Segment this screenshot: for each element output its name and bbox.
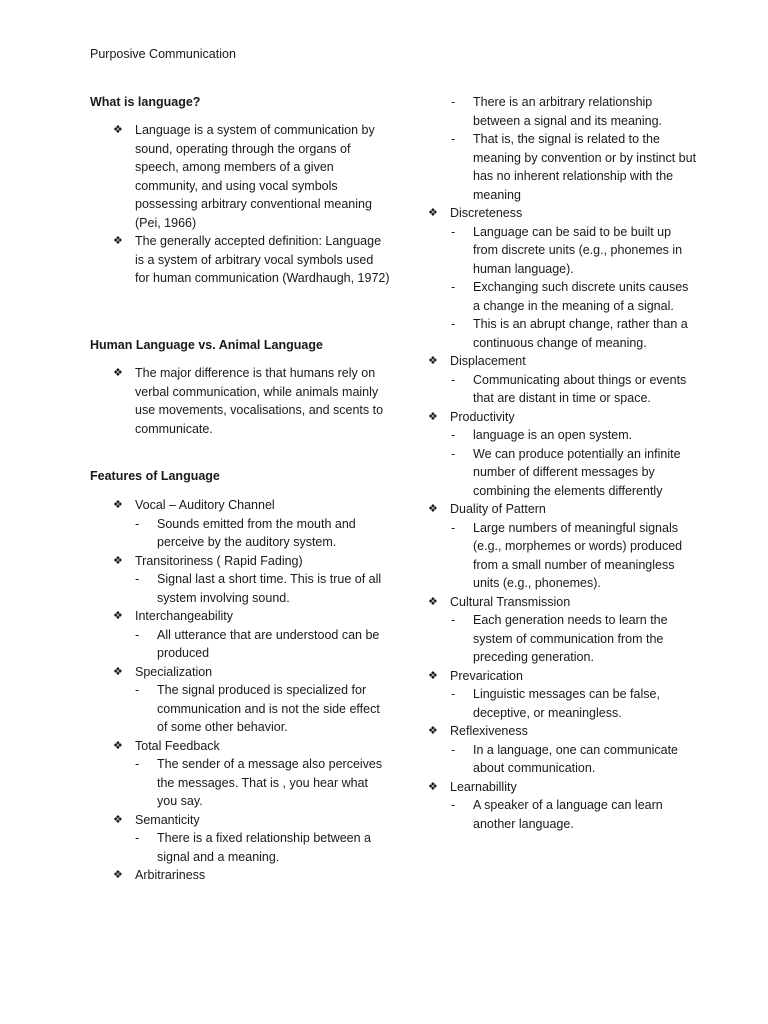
dash-marker: -	[135, 757, 140, 771]
diamond-bullet-icon: ❖	[428, 780, 438, 793]
sub-item: - Large numbers of meaningful signals (e.g., morphemes or words) produced from a small number of meaningless units (e.g., phonemes).	[451, 520, 683, 590]
sub-item: - There is a fixed relationship between a signal and a meaning.	[135, 831, 372, 864]
list-item: ❖ The generally accepted definition: Language is a system of arbitrary vocal symbols used for human communication (Wardhaugh, 1972)	[113, 234, 390, 285]
dash-marker: -	[451, 798, 456, 812]
sub-item: - There is an arbitrary relationship between a signal and its meaning.	[451, 95, 663, 128]
feature-item: ❖ Prevarication	[428, 667, 698, 686]
sub-item: - All utterance that are understood can be produced	[135, 627, 380, 660]
dash-marker: -	[451, 372, 456, 387]
sub-item: - This is an abrupt change, rather than a continuous change of meaning.	[451, 317, 688, 350]
list-item: ❖ Language is a system of communication by sound, operating through the organs of speech, among members of a given community, and using vocal symbols possessing arbitrary conventional meaning (Pei, 1966)	[113, 123, 375, 230]
feature-item: ❖ Vocal – Auditory Channel	[113, 496, 390, 515]
diamond-bullet-icon: ❖	[428, 207, 438, 219]
dash-marker: -	[451, 317, 456, 331]
dash-marker: -	[451, 446, 456, 461]
heading-human-vs-animal: Human Language vs. Animal Language	[90, 338, 323, 352]
dash-marker: -	[451, 742, 456, 757]
sub-item: - Linguistic messages can be false, deceptive, or meaningless.	[451, 687, 660, 720]
dash-marker: -	[451, 520, 456, 535]
sub-item: - Each generation needs to learn the system of communication from the preceding generation.	[451, 613, 668, 664]
feature-item: ❖ Interchangeability	[113, 607, 390, 626]
dash-marker: -	[451, 132, 456, 146]
diamond-bullet-icon: ❖	[113, 739, 123, 752]
features-list-left	[90, 496, 390, 885]
diamond-bullet-icon: ❖	[113, 235, 123, 247]
diamond-bullet-icon: ❖	[113, 610, 123, 622]
dash-marker: -	[451, 224, 456, 239]
feature-item: ❖ Duality of Pattern	[428, 500, 698, 519]
heading-features: Features of Language	[90, 469, 220, 483]
feature-item: ❖ Transitoriness ( Rapid Fading)	[113, 552, 390, 571]
dash-marker: -	[451, 280, 456, 294]
sub-item: - language is an open system.	[451, 426, 698, 445]
dash-marker: -	[135, 831, 140, 845]
sub-item: - The sender of a message also perceives the messages. That is , you hear what you say.	[135, 757, 383, 808]
dash-marker: -	[451, 613, 456, 627]
sub-item: - Communicating about things or events that are distant in time or space.	[451, 372, 687, 405]
diamond-bullet-icon: ❖	[113, 813, 123, 826]
diamond-bullet-icon: ❖	[113, 554, 123, 567]
diamond-bullet-icon: ❖	[428, 725, 438, 737]
diamond-bullet-icon: ❖	[428, 410, 438, 423]
what-is-language-list	[90, 121, 390, 288]
dash-marker: -	[451, 687, 456, 701]
feature-item: ❖ Total Feedback	[113, 737, 390, 756]
dash-marker: -	[451, 95, 456, 109]
dash-marker: -	[135, 627, 140, 642]
sub-item: - That is, the signal is related to the meaning by convention or by instinct but has no inherent relationship with the meaning	[451, 132, 697, 202]
feature-item: ❖ Productivity	[428, 408, 698, 427]
list-item: ❖ The major difference is that humans rely on verbal communication, while animals mainly use movements, vocalisations, and scents to communicate.	[113, 366, 384, 436]
sub-item: - Sounds emitted from the mouth and perceive by the auditory system.	[135, 516, 356, 549]
feature-item: ❖ Reflexiveness	[428, 722, 698, 741]
features-list-right	[428, 93, 698, 833]
dash-marker: -	[135, 572, 140, 586]
diamond-bullet-icon: ❖	[428, 595, 438, 608]
diamond-bullet-icon: ❖	[113, 665, 123, 678]
sub-item: - Signal last a short time. This is true of all system involving sound.	[135, 572, 382, 605]
diamond-bullet-icon: ❖	[428, 355, 438, 367]
sub-item: - In a language, one can communicate about communication.	[451, 742, 678, 775]
diamond-bullet-icon: ❖	[428, 669, 438, 682]
feature-item: ❖ Arbitrariness	[113, 866, 390, 885]
feature-item: ❖ Semanticity	[113, 811, 390, 830]
dash-marker: -	[451, 428, 456, 442]
sub-item: - We can produce potentially an infinite number of different messages by combining the elements differently	[451, 446, 681, 498]
feature-item: ❖ Displacement	[428, 352, 698, 371]
diamond-bullet-icon: ❖	[113, 124, 123, 136]
page-header: Purposive Communication	[90, 47, 236, 61]
heading-what-is-language: What is language?	[90, 95, 201, 109]
sub-item: - Language can be said to be built up from discrete units (e.g., phonemes in human language).	[451, 224, 683, 276]
feature-item: ❖ Specialization	[113, 663, 390, 682]
diamond-bullet-icon: ❖	[113, 499, 123, 511]
dash-marker: -	[135, 683, 140, 697]
diamond-bullet-icon: ❖	[428, 503, 438, 515]
human-vs-animal-list	[90, 364, 390, 438]
diamond-bullet-icon: ❖	[113, 367, 123, 379]
feature-item: ❖ Cultural Transmission	[428, 593, 698, 612]
sub-item: - Exchanging such discrete units causes a change in the meaning of a signal.	[451, 280, 689, 313]
feature-item: ❖ Learnabillity	[428, 778, 698, 797]
dash-marker: -	[135, 516, 140, 531]
sub-item: - The signal produced is specialized for communication and is not the side effect of some other behavior.	[135, 683, 380, 734]
diamond-bullet-icon: ❖	[113, 869, 123, 881]
feature-item: ❖ Discreteness	[428, 204, 698, 223]
sub-item: - A speaker of a language can learn another language.	[451, 798, 663, 831]
